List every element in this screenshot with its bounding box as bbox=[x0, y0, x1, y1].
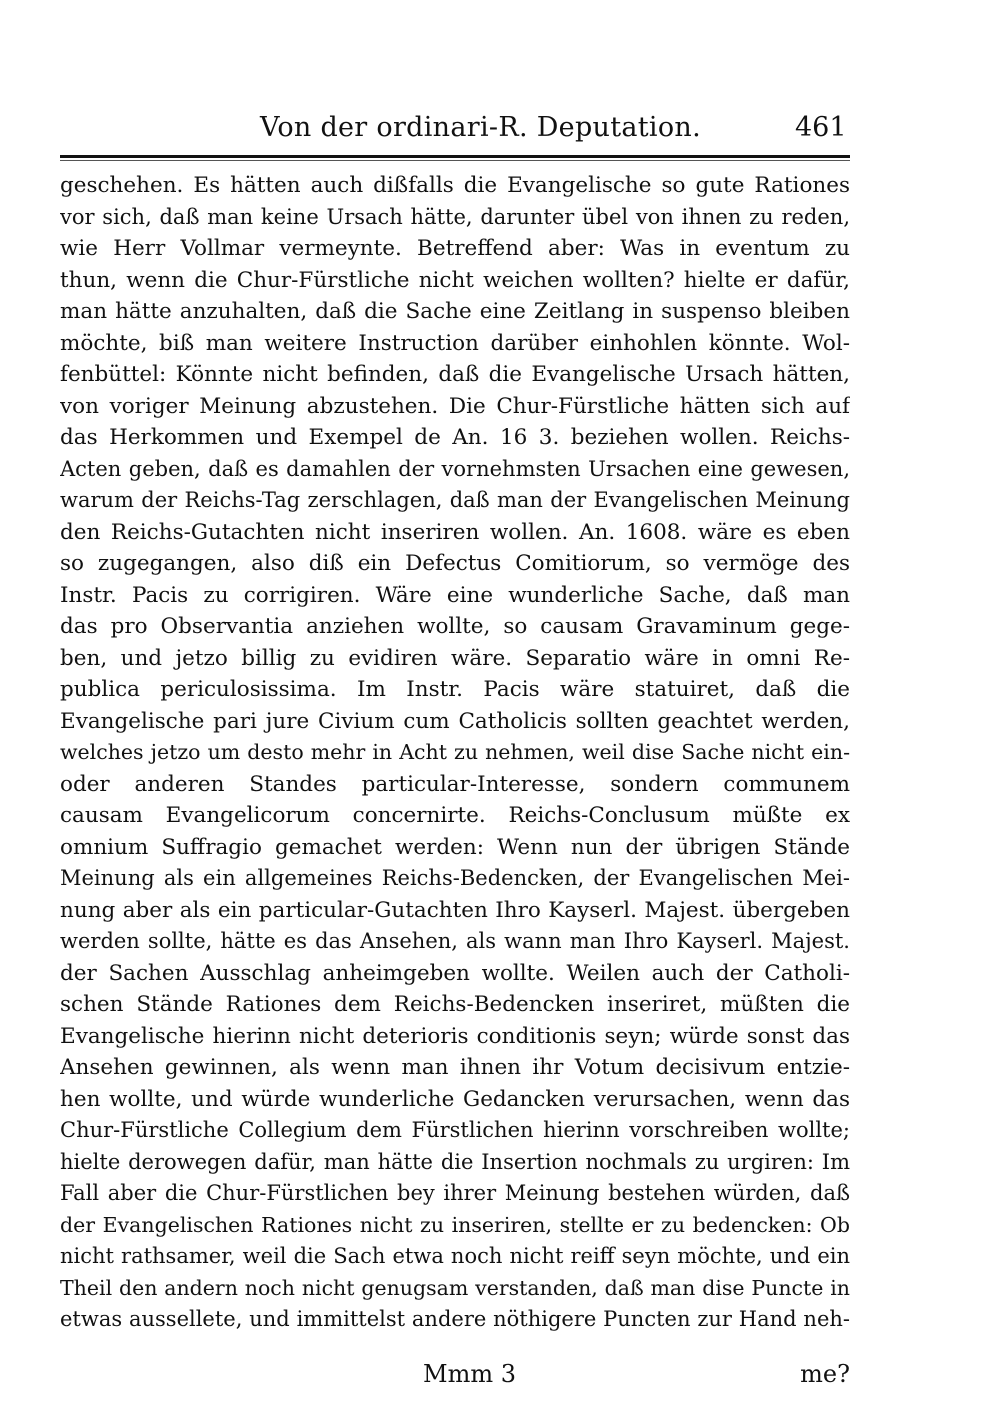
text-line: wie Herr Vollmar vermeynte. Betreffend aber: Was in eventum zu bbox=[60, 236, 850, 261]
body-text bbox=[60, 170, 850, 1336]
text-line: Acten geben, daß es damahlen der vornehmsten Ursachen eine gewesen, bbox=[60, 456, 850, 481]
text-line: warum der Reichs-Tag zerschlagen, daß man der Evangelischen Meinung bbox=[60, 488, 850, 512]
text-line: geschehen. Es hätten auch dißfalls die Evangelische so gute Rationes bbox=[60, 173, 850, 198]
text-line: nicht rathsamer, weil die Sach etwa noch nicht reiff seyn möchte, und ein bbox=[60, 1244, 850, 1268]
text-line: omnium Suffragio gemachet werden: Wenn nun der übrigen Stände bbox=[60, 834, 850, 860]
text-line: werden sollte, hätte es das Ansehen, als wann man Ihro Kayserl. Majest. bbox=[60, 929, 850, 953]
text-line: thun, wenn die Chur-Fürstliche nicht weichen wollten? hielte er dafür, bbox=[60, 267, 850, 293]
text-line: der Evangelischen Rationes nicht zu inseriren, stellte er zu bedencken: Ob bbox=[60, 1212, 850, 1237]
page-footer bbox=[60, 1360, 850, 1396]
page-number: 461 bbox=[795, 112, 847, 143]
text-line: hielte derowegen dafür, man hätte die Insertion nochmals zu urgiren: Im bbox=[60, 1149, 850, 1174]
text-line: oder anderen Standes particular-Interesse, sondern communem bbox=[60, 771, 850, 797]
running-title: Von der ordinari-R. Deputation. bbox=[260, 112, 701, 143]
text-line: etwas aussellete, und immittelst andere nöthigere Puncten zur Hand neh- bbox=[60, 1307, 850, 1331]
text-line: publica periculosissima. Im Instr. Pacis wäre statuiret, daß die bbox=[60, 677, 850, 702]
text-line: das pro Observantia anziehen wollte, so causam Gravaminum gege- bbox=[60, 614, 850, 639]
header-rule bbox=[60, 155, 850, 158]
text-line: Evangelische hierinn nicht deterioris conditionis seyn; würde sonst das bbox=[60, 1023, 850, 1049]
text-line: ben, und jetzo billig zu evidiren wäre. Separatio wäre in omni Re- bbox=[60, 645, 850, 671]
text-line: von voriger Meinung abzustehen. Die Chur-Fürstliche hätten sich auf bbox=[60, 393, 850, 419]
text-line: Instr. Pacis zu corrigiren. Wäre eine wunderliche Sache, daß man bbox=[60, 582, 850, 608]
catchword: me? bbox=[800, 1360, 850, 1388]
text-line: schen Stände Rationes dem Reichs-Bedencken inseriret, müßten die bbox=[60, 992, 850, 1017]
text-line: das Herkommen und Exempel de An. 16 3. beziehen wollen. Reichs- bbox=[60, 425, 850, 450]
text-line: man hätte anzuhalten, daß die Sache eine Zeitlang in suspenso bleiben bbox=[60, 299, 850, 324]
text-line: der Sachen Ausschlag anheimgeben wollte. Weilen auch der Catholi- bbox=[60, 960, 850, 986]
text-line: causam Evangelicorum concernirte. Reichs-Conclusum müßte ex bbox=[60, 803, 850, 828]
text-line: Theil den andern noch nicht genugsam verstanden, daß man dise Puncte in bbox=[60, 1275, 850, 1300]
text-line: welches jetzo um desto mehr in Acht zu nehmen, weil dise Sache nicht ein- bbox=[60, 740, 850, 764]
header-rule-thin bbox=[60, 160, 850, 161]
text-line: so zugegangen, also diß ein Defectus Comitiorum, so vermöge des bbox=[60, 551, 850, 576]
text-line: Evangelische pari jure Civium cum Catholicis sollten geachtet werden, bbox=[60, 708, 850, 734]
text-line: fenbüttel: Könnte nicht befinden, daß die Evangelische Ursach hätten, bbox=[60, 362, 850, 387]
text-line: Chur-Fürstliche Collegium dem Fürstlichen hierinn vorschreiben wollte; bbox=[60, 1118, 850, 1142]
signature-mark: Mmm 3 bbox=[423, 1360, 516, 1388]
text-line: Ansehen gewinnen, als wenn man ihnen ihr Votum decisivum entzie- bbox=[60, 1055, 850, 1080]
text-line: hen wollte, und würde wunderliche Gedancken verursachen, wenn das bbox=[60, 1086, 850, 1112]
text-line: vor sich, daß man keine Ursach hätte, darunter übel von ihnen zu reden, bbox=[60, 204, 850, 229]
text-line: möchte, biß man weitere Instruction darüber einhohlen könnte. Wol- bbox=[60, 330, 850, 356]
page-header bbox=[60, 112, 860, 152]
text-line: den Reichs-Gutachten nicht inseriren wollen. An. 1608. wäre es eben bbox=[60, 519, 850, 545]
text-line: nung aber als ein particular-Gutachten Ihro Kayserl. Majest. übergeben bbox=[60, 897, 850, 923]
text-line: Meinung als ein allgemeines Reichs-Bedencken, der Evangelischen Mei- bbox=[60, 866, 850, 890]
text-line: Fall aber die Chur-Fürstlichen bey ihrer Meinung bestehen würden, daß bbox=[60, 1181, 850, 1205]
